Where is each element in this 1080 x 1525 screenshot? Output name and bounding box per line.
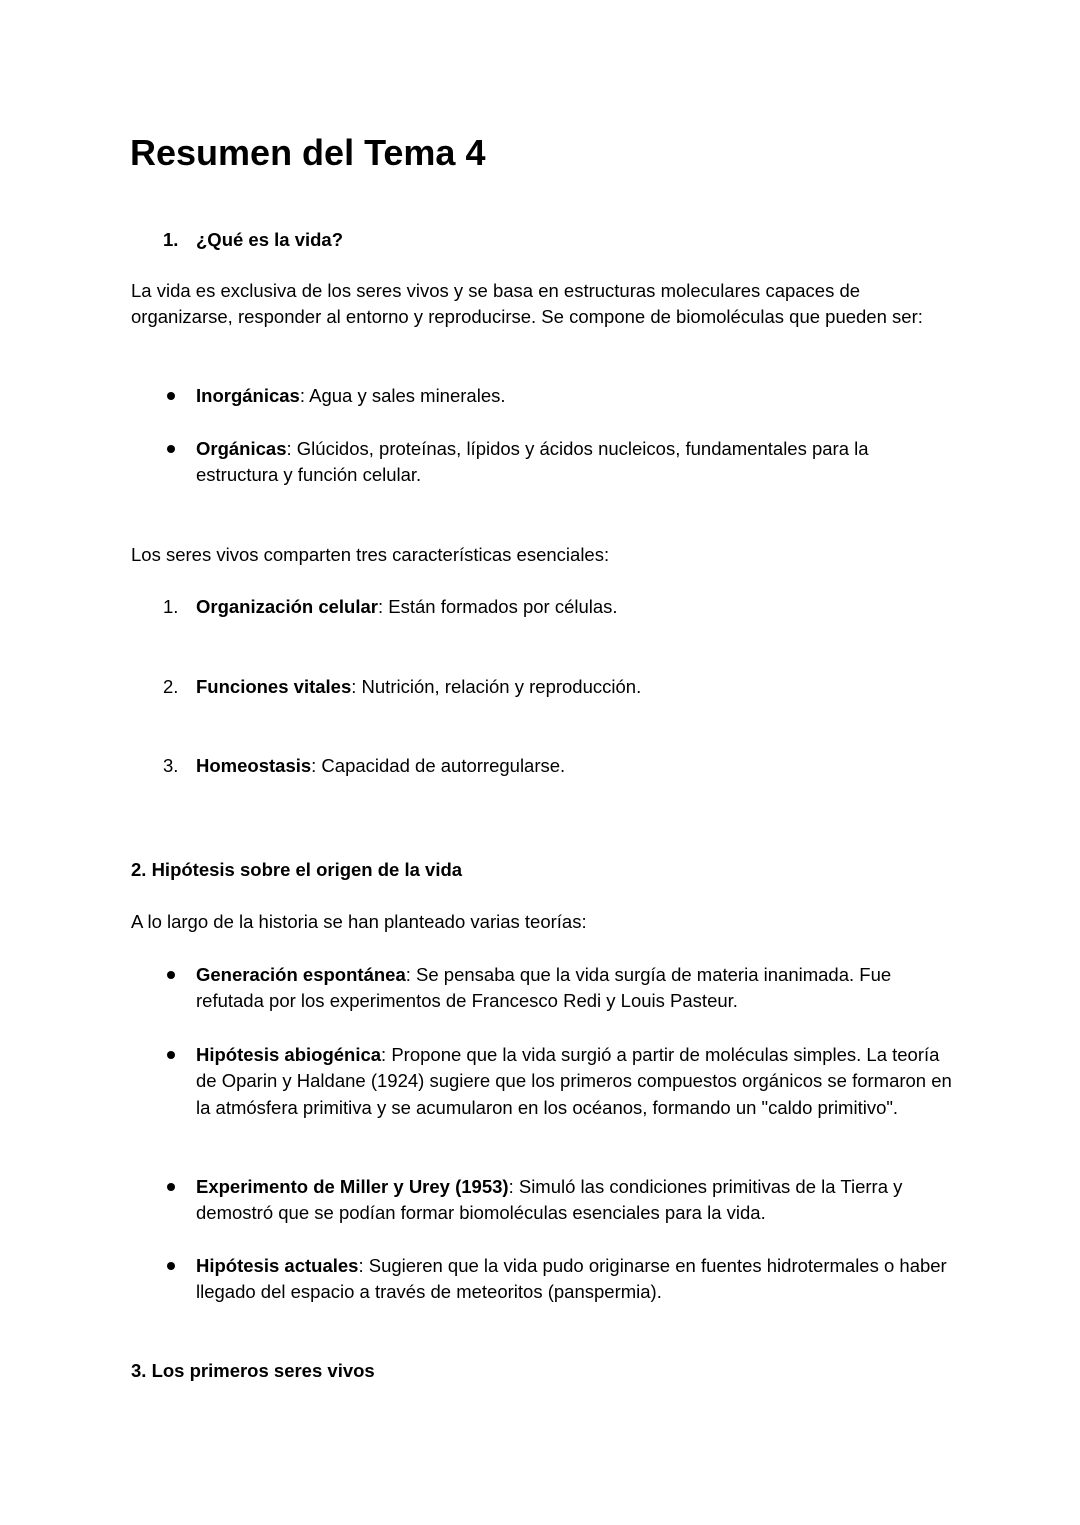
- section-1-heading: [131, 227, 953, 253]
- list-number: 3.: [163, 755, 179, 776]
- heading-text: ¿Qué es la vida?: [196, 229, 344, 250]
- section-2-heading: 2. Hipótesis sobre el origen de la vida: [131, 859, 463, 880]
- list-item: [131, 1253, 953, 1306]
- term: Generación espontánea: [196, 964, 406, 985]
- term: Funciones vitales: [196, 676, 352, 697]
- term: Orgánicas: [196, 438, 287, 459]
- description: : Simuló las condiciones primitivas de la Tierra y demostró que se podían formar biomoléculas esenciales para la vida.: [196, 1176, 903, 1224]
- description: : Propone que la vida surgió a partir de moléculas simples. La teoría de Oparin y Haldane (1924) sugiere que los primeros compuestos orgánicos se formaron en la atmósfera primitiva y se acumularon en los océanos, formando un "caldo primitivo".: [196, 1044, 952, 1118]
- term: Organización celular: [196, 596, 378, 617]
- term: Experimento de Miller y Urey (1953): [196, 1176, 509, 1197]
- section-3-heading: 3. Los primeros seres vivos: [131, 1360, 375, 1381]
- list-item: [131, 674, 953, 700]
- description: : Están formados por células.: [377, 596, 618, 617]
- bullet-icon: [167, 971, 175, 979]
- bullet-icon: [167, 1262, 175, 1270]
- list-item: [131, 753, 953, 779]
- characteristics-intro: Los seres vivos comparten tres características esenciales:: [131, 544, 610, 565]
- bullet-icon: [167, 445, 175, 453]
- term: Hipótesis abiogénica: [196, 1044, 382, 1065]
- list-item: [131, 383, 953, 409]
- list-number: 2.: [163, 676, 179, 697]
- bullet-icon: [167, 392, 175, 400]
- list-item: [131, 962, 953, 1015]
- bullet-icon: [167, 1051, 175, 1059]
- description: : Se pensaba que la vida surgía de materia inanimada. Fue refutada por los experimentos de Francesco Redi y Louis Pasteur.: [196, 964, 892, 1012]
- list-item: [131, 594, 953, 620]
- page-title: Resumen del Tema 4: [130, 132, 486, 173]
- description: : Nutrición, relación y reproducción.: [351, 676, 642, 697]
- list-item: [131, 1042, 953, 1121]
- list-number: 1.: [163, 229, 179, 250]
- description: : Agua y sales minerales.: [299, 385, 506, 406]
- section-2-intro: A lo largo de la historia se han planteado varias teorías:: [131, 911, 587, 932]
- list-number: 1.: [163, 596, 179, 617]
- list-item: [131, 1174, 953, 1227]
- term: Inorgánicas: [196, 385, 300, 406]
- term: Homeostasis: [196, 755, 312, 776]
- section-1-intro: La vida es exclusiva de los seres vivos y se basa en estructuras moleculares capaces de organizarse, responder al entorno y reproducirse. Se compone de biomoléculas que pueden ser:: [131, 280, 923, 328]
- description: : Sugieren que la vida pudo originarse en fuentes hidrotermales o haber llegado del espacio a través de meteoritos (panspermia).: [196, 1255, 947, 1303]
- list-item: [131, 436, 953, 489]
- term: Hipótesis actuales: [196, 1255, 359, 1276]
- description: : Capacidad de autorregularse.: [311, 755, 566, 776]
- bullet-icon: [167, 1183, 175, 1191]
- description: : Glúcidos, proteínas, lípidos y ácidos nucleicos, fundamentales para la estructura y función celular.: [196, 438, 869, 486]
